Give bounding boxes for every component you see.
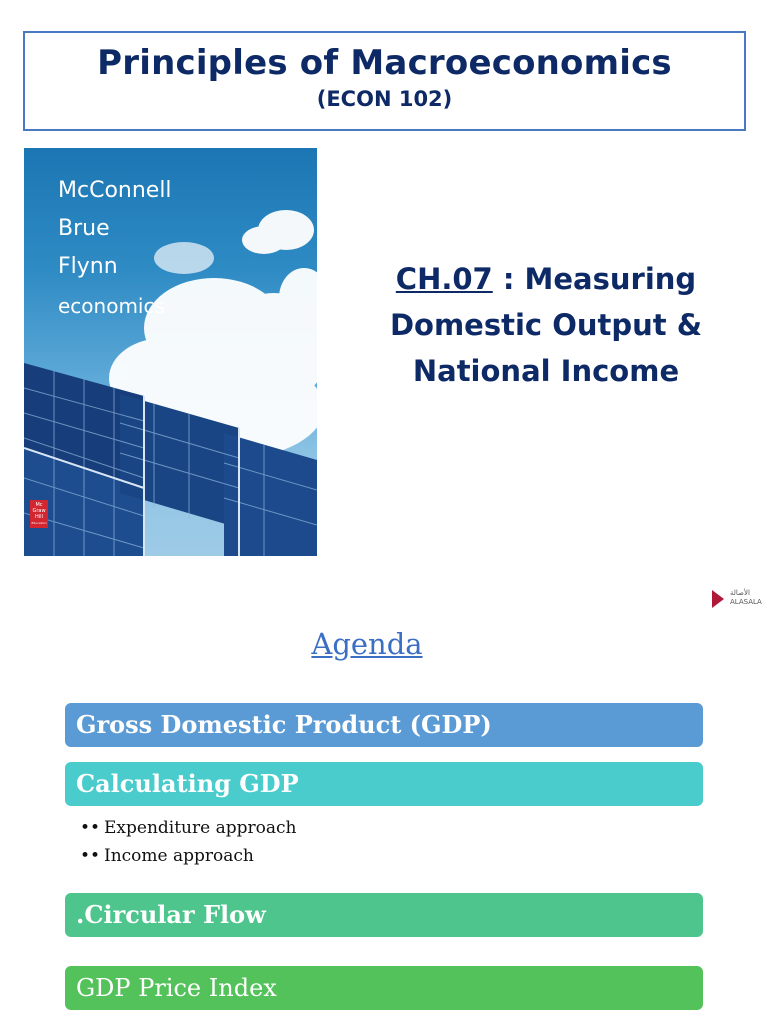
agenda-item-circular-flow: .Circular Flow — [65, 893, 703, 937]
book-authors — [58, 172, 172, 286]
author-name: Flynn — [58, 254, 118, 279]
chapter-line-3: National Income — [412, 354, 680, 388]
book-cover-image — [24, 148, 317, 556]
agenda-item-calculating-gdp: Calculating GDP — [65, 762, 703, 806]
bullet-icon: •• — [80, 818, 101, 838]
page-title: Principles of Macroeconomics — [97, 43, 672, 83]
agenda-heading[interactable]: Agenda — [311, 627, 423, 661]
book-title: economics — [58, 294, 165, 318]
author-name: Brue — [58, 216, 110, 241]
author-name: McConnell — [58, 178, 172, 203]
logo-text: الأصالة ALASALA — [730, 589, 762, 606]
course-code: (ECON 102) — [316, 87, 453, 111]
university-logo — [712, 588, 760, 610]
chapter-title — [360, 256, 732, 394]
logo-mark-icon — [712, 590, 724, 608]
publisher-logo: Mc Graw Hill Education — [30, 500, 48, 528]
title-box — [23, 31, 746, 131]
agenda-item-gdp-price-index: GDP Price Index — [65, 966, 703, 1010]
chapter-line-1 — [360, 256, 732, 302]
chapter-line-2: Domestic Output & — [389, 308, 703, 342]
chapter-heading-start: : Measuring — [492, 262, 697, 296]
bullet-icon: •• — [80, 846, 101, 866]
agenda-sub-items — [80, 814, 296, 870]
agenda-item-gdp: Gross Domestic Product (GDP) — [65, 703, 703, 747]
chapter-code: CH.07 — [395, 262, 493, 296]
list-item: •• Expenditure approach — [80, 814, 296, 842]
list-item: •• Income approach — [80, 842, 296, 870]
